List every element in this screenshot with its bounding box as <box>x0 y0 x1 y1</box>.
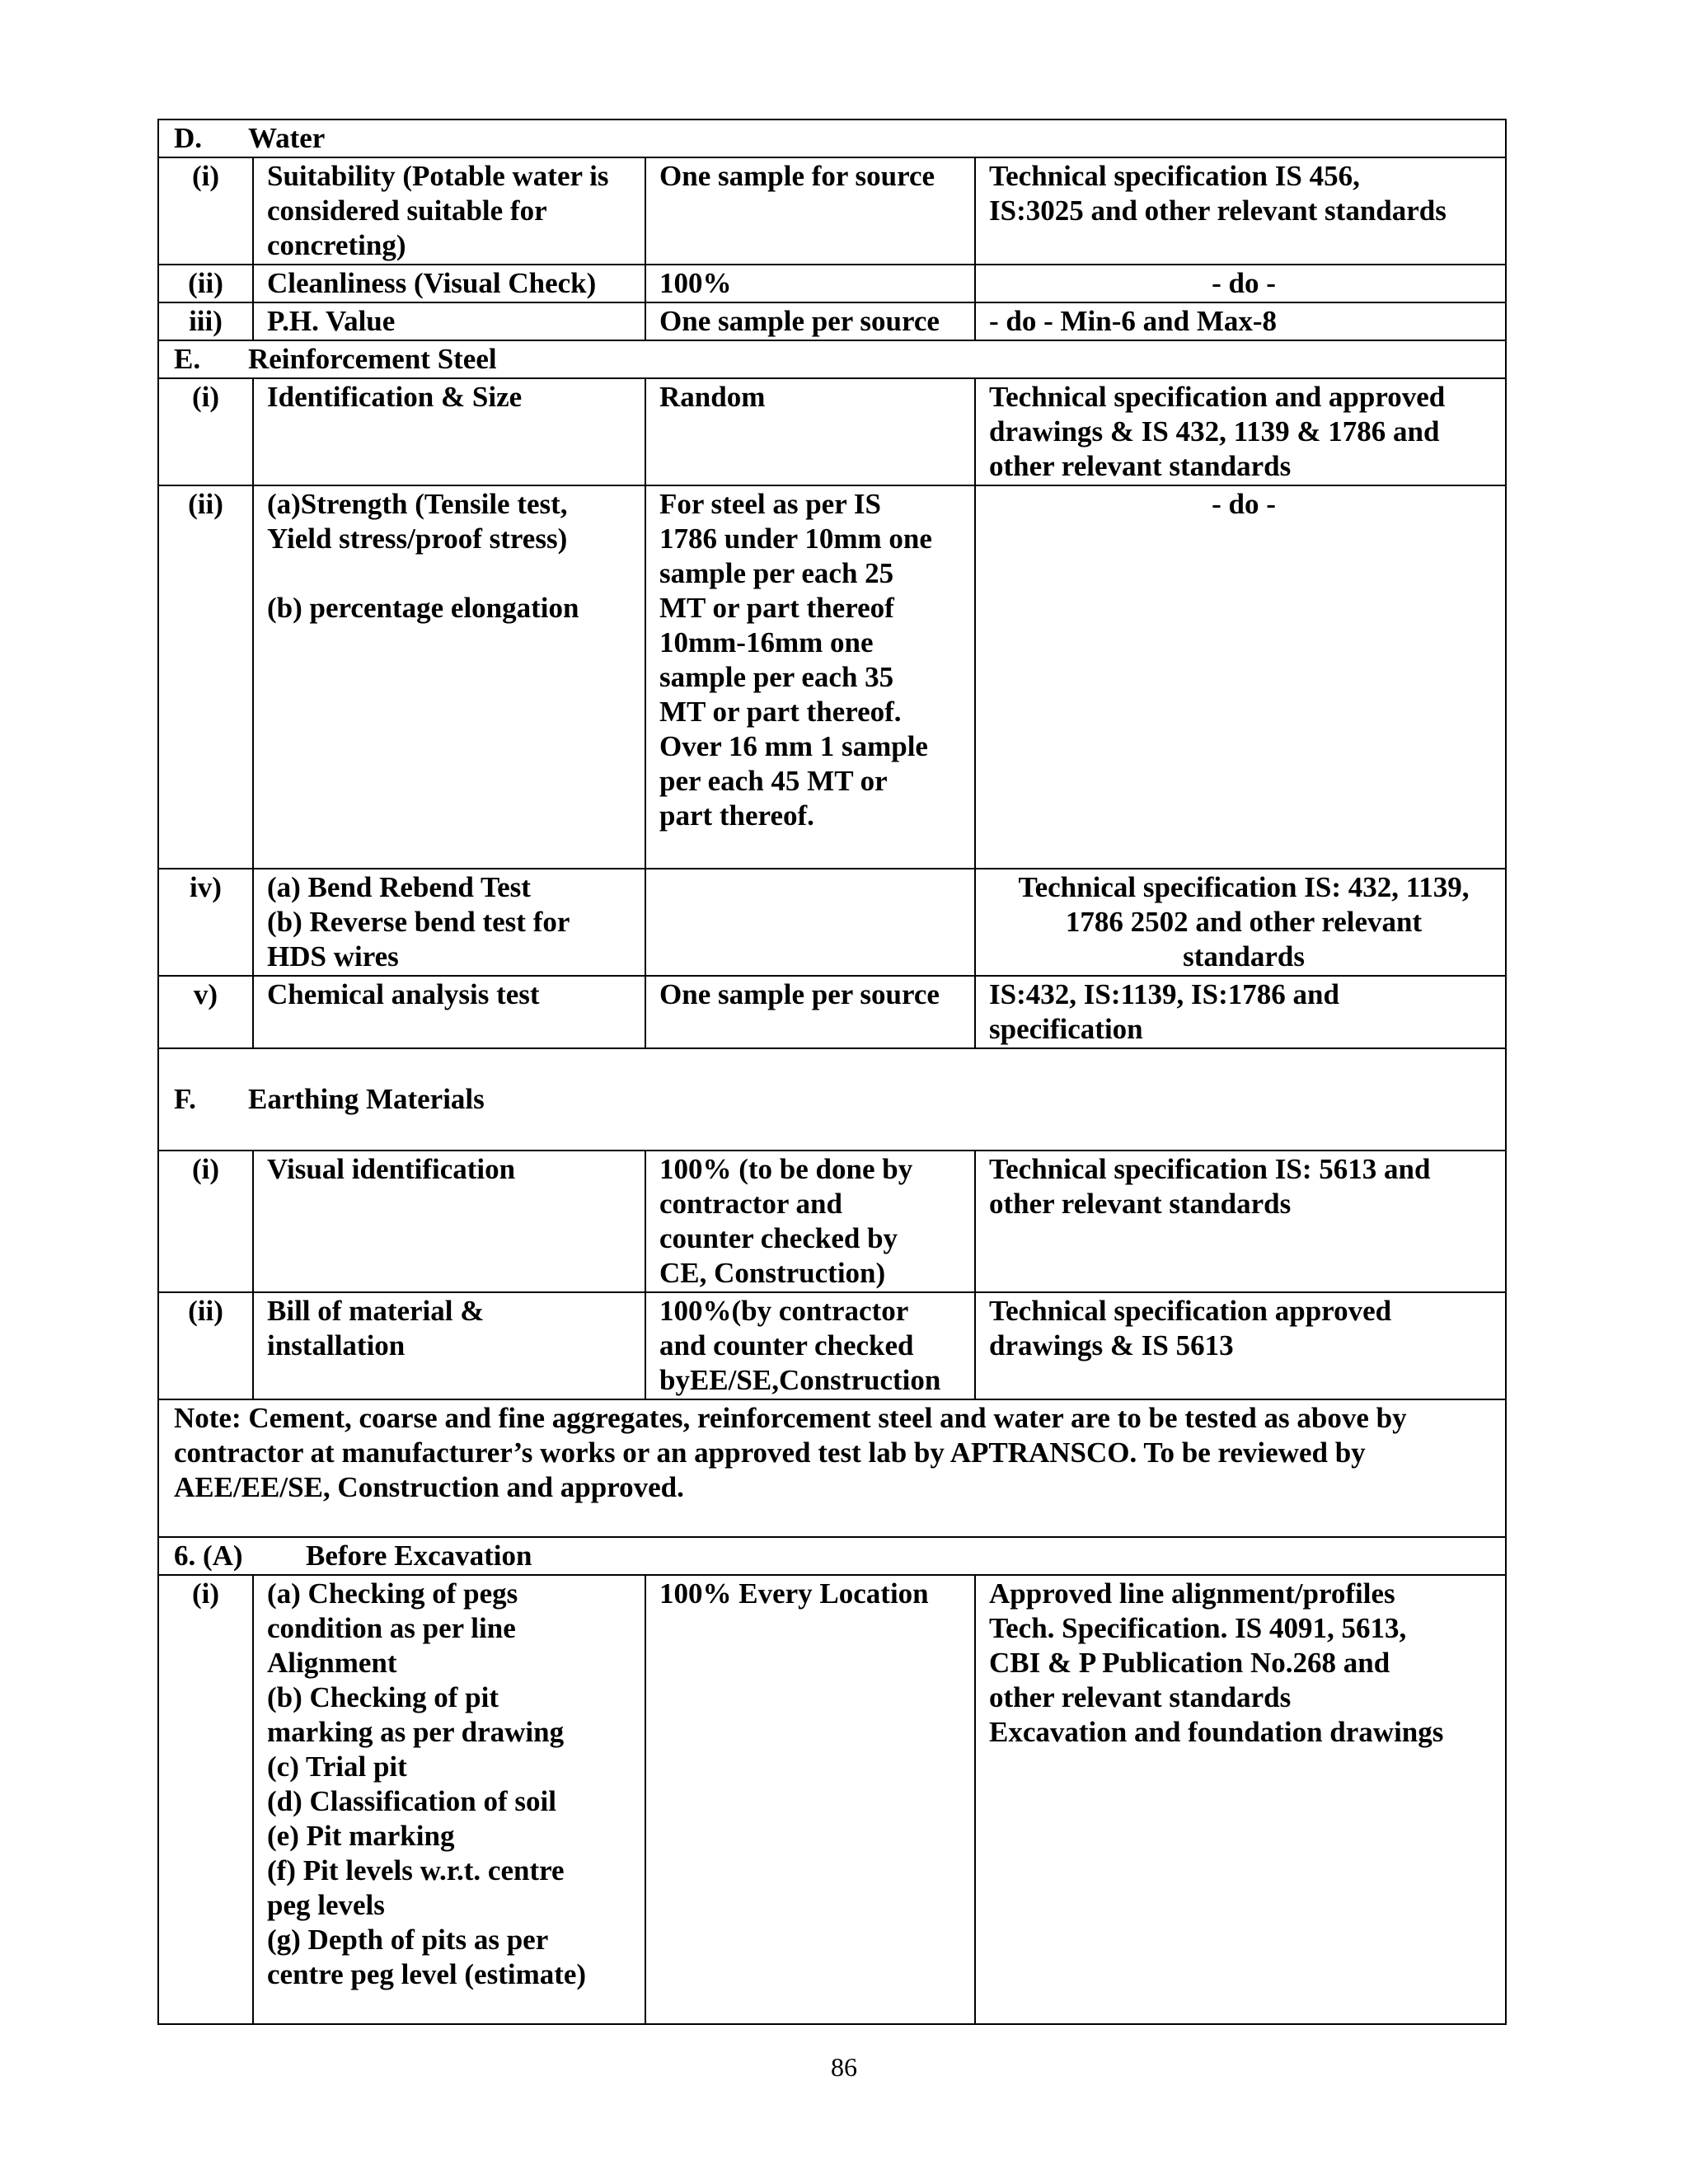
extent-line: One sample per source <box>659 305 940 337</box>
extent-line: counter checked by <box>659 1222 898 1254</box>
item-line: (a)Strength (Tensile test, <box>267 488 568 520</box>
row-number: (i) <box>158 157 253 265</box>
table-row <box>158 265 1506 302</box>
extent-line: sample per each 25 <box>659 557 894 589</box>
table-row <box>158 302 1506 340</box>
extent-cell <box>645 869 975 976</box>
reference-cell <box>975 265 1506 302</box>
row-number: (ii) <box>158 1292 253 1399</box>
extent-line: One sample for source <box>659 160 935 192</box>
section-heading <box>158 340 1506 378</box>
extent-cell <box>645 1575 975 2024</box>
item-line: (b) Checking of pit <box>267 1681 499 1713</box>
reference-line: Technical specification and approved <box>989 381 1446 413</box>
reference-line: IS:432, IS:1139, IS:1786 and <box>989 978 1339 1010</box>
section-title: Reinforcement Steel <box>248 343 497 375</box>
reference-line: Tech. Specification. IS 4091, 5613, <box>989 1612 1407 1644</box>
table-row <box>158 1151 1506 1292</box>
reference-line: Technical specification approved <box>989 1295 1392 1327</box>
table-row <box>158 1575 1506 2024</box>
extent-line: MT or part thereof <box>659 592 894 624</box>
reference-line: - do - <box>1212 488 1276 520</box>
section-letter: E. <box>174 343 201 375</box>
reference-line: other relevant standards <box>989 1188 1292 1220</box>
table-row <box>158 378 1506 485</box>
item-line: considered suitable for <box>267 194 547 227</box>
reference-cell <box>975 976 1506 1048</box>
extent-cell <box>645 378 975 485</box>
extent-cell <box>645 1292 975 1399</box>
extent-line: 100% <box>659 267 732 299</box>
section-letter: 6. (A) <box>174 1540 243 1572</box>
reference-cell <box>975 1151 1506 1292</box>
extent-line: CE, Construction) <box>659 1257 886 1289</box>
item-line: (b) Reverse bend test for <box>267 906 570 938</box>
item-line: Chemical analysis test <box>267 978 540 1010</box>
extent-cell <box>645 157 975 265</box>
section-letter: F. <box>174 1083 196 1115</box>
extent-line: 1786 under 10mm one <box>659 523 932 555</box>
item-line: condition as per line <box>267 1612 516 1644</box>
item-line: peg levels <box>267 1889 385 1921</box>
item-line: Identification & Size <box>267 381 523 413</box>
item-cell <box>253 976 645 1048</box>
extent-line: sample per each 35 <box>659 661 894 693</box>
extent-line: byEE/SE,Construction <box>659 1364 941 1396</box>
item-line: (a) Bend Rebend Test <box>267 871 531 903</box>
inspection-table <box>157 119 1507 2025</box>
reference-cell <box>975 485 1506 869</box>
reference-line: 1786 2502 and other relevant <box>1065 906 1423 938</box>
section-row-earthing-materials <box>158 1048 1506 1151</box>
item-line: (b) percentage elongation <box>267 592 579 624</box>
extent-line: per each 45 MT or <box>659 765 888 797</box>
table-row <box>158 976 1506 1048</box>
section-row-before-excavation <box>158 1537 1506 1575</box>
item-line: installation <box>267 1329 406 1361</box>
section-heading <box>158 1537 1506 1575</box>
table-row <box>158 485 1506 869</box>
extent-line: 10mm-16mm one <box>659 626 874 658</box>
table-row <box>158 157 1506 265</box>
reference-cell <box>975 378 1506 485</box>
item-cell <box>253 378 645 485</box>
reference-line: Excavation and foundation drawings <box>989 1716 1444 1748</box>
extent-line: and counter checked <box>659 1329 914 1361</box>
item-line: Cleanliness (Visual Check) <box>267 267 597 299</box>
item-line: (c) Trial pit <box>267 1750 407 1783</box>
reference-line: Technical specification IS 456, <box>989 160 1360 192</box>
reference-line: CBI & P Publication No.268 and <box>989 1647 1390 1679</box>
reference-cell <box>975 157 1506 265</box>
item-line: marking as per drawing <box>267 1716 565 1748</box>
item-line: Suitability (Potable water is <box>267 160 609 192</box>
reference-line: IS:3025 and other relevant standards <box>989 194 1447 227</box>
extent-line: contractor and <box>659 1188 842 1220</box>
reference-line: - do - Min-6 and Max-8 <box>989 305 1278 337</box>
item-cell <box>253 302 645 340</box>
item-line: Visual identification <box>267 1153 516 1185</box>
item-cell <box>253 265 645 302</box>
row-number: v) <box>158 976 253 1048</box>
row-number: (i) <box>158 378 253 485</box>
item-line: P.H. Value <box>267 305 396 337</box>
item-cell <box>253 485 645 869</box>
section-row-water <box>158 120 1506 157</box>
item-line: HDS wires <box>267 940 399 972</box>
reference-cell <box>975 302 1506 340</box>
reference-line: other relevant standards <box>989 1681 1292 1713</box>
item-cell <box>253 157 645 265</box>
reference-line: specification <box>989 1013 1143 1045</box>
section-title: Earthing Materials <box>248 1083 485 1115</box>
item-line: Alignment <box>267 1647 397 1679</box>
item-line: Yield stress/proof stress) <box>267 523 568 555</box>
extent-line: Random <box>659 381 766 413</box>
row-number: (ii) <box>158 265 253 302</box>
note-line: AEE/EE/SE, Construction and approved. <box>174 1471 684 1503</box>
item-cell <box>253 1151 645 1292</box>
row-number: iii) <box>158 302 253 340</box>
item-line: centre peg level (estimate) <box>267 1958 587 1990</box>
reference-line: other relevant standards <box>989 450 1292 482</box>
extent-line: 100% (to be done by <box>659 1153 913 1185</box>
extent-cell <box>645 265 975 302</box>
extent-cell <box>645 302 975 340</box>
reference-cell <box>975 1575 1506 2024</box>
row-number: (i) <box>158 1151 253 1292</box>
extent-cell <box>645 976 975 1048</box>
table-row <box>158 1292 1506 1399</box>
item-line: (d) Classification of soil <box>267 1785 556 1817</box>
extent-line: 100%(by contractor <box>659 1295 909 1327</box>
section-letter: D. <box>174 122 203 154</box>
reference-cell <box>975 869 1506 976</box>
row-number: (ii) <box>158 485 253 869</box>
reference-line: Technical specification IS: 432, 1139, <box>1018 871 1470 903</box>
extent-cell <box>645 485 975 869</box>
extent-line: 100% Every Location <box>659 1577 929 1610</box>
section-heading <box>158 120 1506 157</box>
note-line: Note: Cement, coarse and fine aggregates, reinforcement steel and water are to be tested as above by <box>174 1402 1407 1434</box>
reference-line: standards <box>1183 940 1305 972</box>
item-cell <box>253 869 645 976</box>
note-row <box>158 1399 1506 1537</box>
extent-line: For steel as per IS <box>659 488 881 520</box>
section-title: Water <box>248 122 326 154</box>
page-number: 86 <box>831 2052 857 2082</box>
reference-line: Technical specification IS: 5613 and <box>989 1153 1431 1185</box>
extent-line: Over 16 mm 1 sample <box>659 730 928 762</box>
item-line: (e) Pit marking <box>267 1820 455 1852</box>
extent-line: One sample per source <box>659 978 940 1010</box>
item-line: Bill of material & <box>267 1295 485 1327</box>
reference-line: drawings & IS 5613 <box>989 1329 1234 1361</box>
note-cell <box>158 1399 1506 1537</box>
extent-line: MT or part thereof. <box>659 696 902 728</box>
item-cell <box>253 1292 645 1399</box>
item-cell <box>253 1575 645 2024</box>
row-number: (i) <box>158 1575 253 2024</box>
item-line: (a) Checking of pegs <box>267 1577 518 1610</box>
reference-line: Approved line alignment/profiles <box>989 1577 1395 1610</box>
section-title: Before Excavation <box>306 1540 532 1572</box>
section-row-reinforcement-steel <box>158 340 1506 378</box>
extent-cell <box>645 1151 975 1292</box>
extent-line: part thereof. <box>659 799 814 832</box>
row-number: iv) <box>158 869 253 976</box>
item-line: concreting) <box>267 229 406 261</box>
note-line: contractor at manufacturer’s works or an approved test lab by APTRANSCO. To be reviewed by <box>174 1436 1366 1469</box>
section-heading <box>158 1048 1506 1151</box>
reference-line: drawings & IS 432, 1139 & 1786 and <box>989 415 1440 448</box>
blank-line <box>267 556 638 591</box>
reference-cell <box>975 1292 1506 1399</box>
reference-line: - do - <box>1212 267 1276 299</box>
table-row <box>158 869 1506 976</box>
item-line: (f) Pit levels w.r.t. centre <box>267 1854 565 1886</box>
item-line: (g) Depth of pits as per <box>267 1924 549 1956</box>
